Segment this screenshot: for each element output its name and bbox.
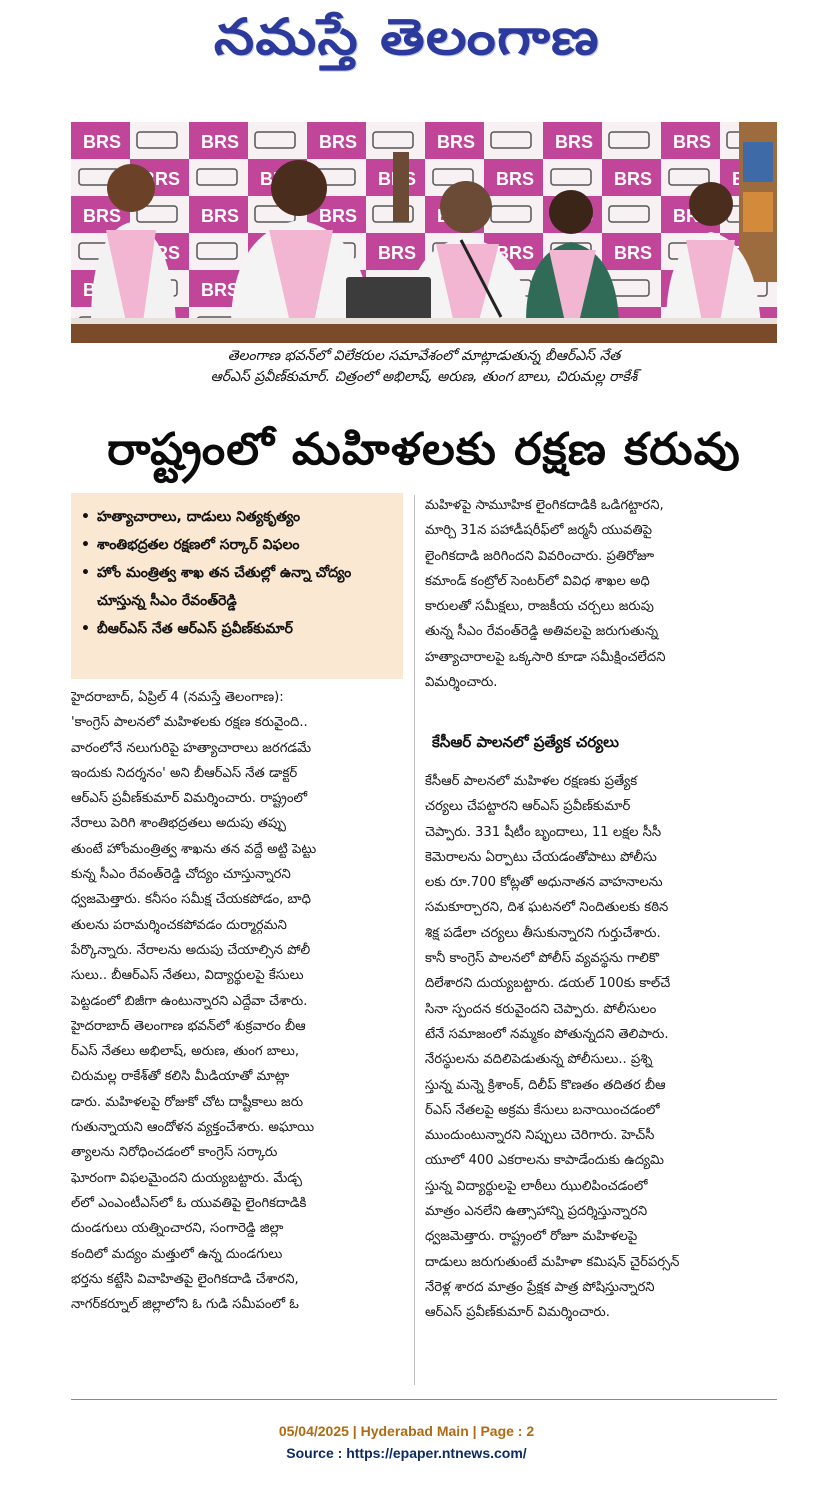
- article-text-line: ఘోరంగా విఫలమైందని దుయ్యబట్టారు. మేడ్చ: [71, 1170, 302, 1186]
- photo-caption: [71, 346, 777, 388]
- press-conference-photo: [71, 122, 777, 343]
- article-text-line: సమకూర్చారని, దిశ ఘటనలో నిందితులకు కఠిన: [425, 900, 669, 916]
- article-text-line: చెప్పారు. 331 షీటీం బృందాలు, 11 లక్షల సీసీ: [425, 824, 662, 840]
- article-text-line: టేనే సమాజంలో నమ్మకం పోతున్నదని తెలిపారు.: [425, 1026, 669, 1042]
- article-text-line: చర్యలు చేపట్టారని ఆర్‌ఎస్ ప్రవీణ్‌కుమార్: [425, 799, 631, 815]
- article-text-line: కందిలో మద్యం మత్తులో ఉన్న దుండగులు: [71, 1246, 283, 1262]
- article-text-line: డారు. మహిళలపై రోజుకో చోట దాష్టీకాలు జరు: [71, 1094, 304, 1110]
- caption-line-1: తెలంగాణ భవన్‌లో విలేకరుల సమావేశంలో మాట్లాడుతున్న బీఆర్‌ఎస్ నేత: [227, 348, 621, 364]
- highlights-box: [71, 493, 403, 679]
- article-text-line: స్తున్న విద్యార్థులపై లాఠీలు ఝులిపించడంలో: [425, 1178, 648, 1194]
- article-text-line: కున్న సీఎం రేవంత్‌రెడ్డి చోద్యం చూస్తున్నారని: [71, 867, 291, 883]
- article-text-line: ల్‌లో ఎంఎంటీఎస్‌లో ఓ యువతిపై లైంగికదాడికి: [71, 1195, 307, 1211]
- article-text-line: తులను పరామర్శించకపోవడం దుర్మార్గమని: [71, 917, 287, 933]
- article-text-line: నేరస్థులను వదిలిపెడుతున్న పోలీసులు.. ప్రశ్ని: [425, 1052, 653, 1068]
- article-text-line: కానీ కాంగ్రెస్ పాలనలో పోలీస్ వ్యవస్థను గాలికొ: [425, 951, 660, 967]
- article-text-line: తున్న సీఎం రేవంత్‌రెడ్డి అతివలపై జరుగుతున్న: [425, 624, 659, 640]
- article-text-line: సులు.. బీఆర్‌ఎస్ నేతలు, విద్యార్థులపై కేసులు: [71, 968, 304, 984]
- bullet-icon: •: [81, 565, 90, 581]
- article-text-line: విమర్శించారు.: [425, 675, 498, 691]
- highlight-item: • శాంతిభద్రతల రక్షణలో సర్కార్ విఫలం: [81, 531, 395, 559]
- article-text-line: ముందుంటున్నారని నిప్పులు చెరిగారు. హెచ్‌సీ: [425, 1128, 655, 1144]
- article-text-line: భర్తను కట్టేసి వివాహితపై లైంగికదాడి చేశారని,: [71, 1271, 299, 1287]
- article-text-line: త్యాలను నిరోధించడంలో కాంగ్రెస్ సర్కారు: [71, 1145, 278, 1161]
- bullet-icon: •: [81, 621, 90, 637]
- article-text-line: నేరాలు పెరిగి శాంతిభద్రతలు అదుపు తప్పు: [71, 816, 286, 832]
- article-text-line: దుండగులు యత్నించారని, సంగారెడ్డి జిల్లా: [71, 1221, 284, 1237]
- edition-info: 05/04/2025 | Hyderabad Main | Page : 2: [278, 1423, 535, 1439]
- article-text-line: ర్‌ఎస్ నేతలపై అక్రమ కేసులు బనాయించడంలో: [425, 1102, 660, 1118]
- footer-divider: [71, 1399, 777, 1400]
- article-text-line: యూలో 400 ఎకరాలను కాపాడేందుకు ఉద్యమి: [425, 1153, 664, 1169]
- article-text-line: లకు రూ.700 కోట్లతో అధునాతన వాహనాలను: [425, 875, 663, 891]
- article-text-line: మార్చి 31న పహాడీషరీఫ్‌లో జర్మనీ యువతిపై: [425, 523, 653, 539]
- article-text-line: పేర్కొన్నారు. నేరాలను అదుపు చేయాల్సిన పోలీ: [71, 942, 311, 958]
- article-text-line: లైంగికదాడి జరిగిందని వివరించారు. ప్రతిరోజూ: [425, 548, 655, 564]
- photo-illustration: [71, 122, 777, 343]
- newspaper-title: నమస్తే తెలంగాణ: [213, 8, 600, 66]
- column-divider: [414, 495, 415, 1385]
- article-text-line: హత్యాచారాలపై ఒక్కసారి కూడా సమీక్షించలేదని: [425, 649, 666, 665]
- article-text-line: హైదరాబాద్, ఏప్రిల్ 4 (నమస్తే తెలంగాణ):: [71, 690, 284, 705]
- article-right-column-bottom: [425, 769, 778, 1326]
- article-text-line: ర్‌ఎస్ నేతలు అభిలాష్, అరుణ, తుంగ బాలు,: [71, 1044, 300, 1060]
- article-text-line: మాత్రం ఎనలేని ఉత్సాహాన్ని ప్రదర్శిస్తున్నారని: [425, 1204, 648, 1220]
- article-text-line: వారంలోనే నలుగురిపై హత్యాచారాలు జరగడమే: [71, 740, 312, 756]
- article-text-line: ధ్వజమెత్తారు. కనీసం సమీక్ష చేయకపోడం, బాధి: [71, 892, 311, 908]
- article-text-line: ఇందుకు నిదర్శనం' అని బీఆర్‌ఎస్ నేత డాక్టర్: [71, 765, 298, 781]
- article-text-line: దిలేశారని దుయ్యబట్టారు. డయల్ 100కు కాల్‌చే: [425, 976, 671, 992]
- article-text-line: నేరెళ్ల శారద మాత్రం ప్రేక్షక పాత్ర పోషిస్తున్నారని: [425, 1279, 655, 1295]
- article-text-line: చిరుమల్ల రాకేశ్‌తో కలిసి మీడియాతో మాట్లా: [71, 1069, 290, 1085]
- bullet-icon: •: [81, 509, 90, 525]
- article-text-line: 'కాంగ్రెస్ పాలనలో మహిళలకు రక్షణ కరువైంది..: [71, 715, 308, 731]
- article-text-line: కమాండ్ కంట్రోల్ సెంటర్‌లో వివిధ శాఖల అధి: [425, 573, 650, 589]
- masthead: [0, 0, 813, 80]
- highlight-item: • హోం మంత్రిత్వ శాఖ తన చేతుల్లో ఉన్నా చోద్యం చూస్తున్న సీఎం రేవంత్‌రెడ్డి: [81, 559, 395, 615]
- article-right-column-top: [425, 493, 778, 695]
- page-footer: [0, 1420, 813, 1464]
- caption-line-2: ఆర్‌ఎస్ ప్రవీణ్‌కుమార్. చిత్రంలో అభిలాష్, అరుణ, తుంగ బాలు, చిరుమల్ల రాకేశ్: [210, 369, 638, 385]
- highlight-item: • హత్యాచారాలు, దాడులు నిత్యకృత్యం: [81, 503, 395, 531]
- article-text-line: స్తున్న మన్నె క్రిశాంక్, దిలీప్ కొణతం తదితర బీఆ: [425, 1077, 666, 1093]
- article-text-line: నాగర్‌కర్నూల్ జిల్లాలోని ఓ గుడి సమీపంలో ఓ: [71, 1297, 299, 1313]
- article-text-line: కారులతో సమీక్షలు, రాజకీయ చర్చలు జరుపు: [425, 599, 654, 615]
- article-text-line: కేసీఆర్ పాలనలో మహిళల రక్షణకు ప్రత్యేక: [425, 774, 638, 789]
- article-text-line: ఆర్‌ఎస్ ప్రవీణ్‌కుమార్ విమర్శించారు. రాష్ట్రంలో: [71, 791, 308, 807]
- source-link[interactable]: Source : https://epaper.ntnews.com/: [286, 1445, 527, 1461]
- article-text-line: సినా స్పందన కరువైందని చెప్పారు. పోలీసులం: [425, 1001, 657, 1017]
- article-text-line: తుంటే హోంమంత్రిత్వ శాఖను తన వద్దే అట్టి పెట్టు: [71, 841, 317, 857]
- article-text-line: కెమెరాలను ఏర్పాటు చేయడంతోపాటు పోలీసు: [425, 849, 657, 865]
- article-text-line: పెట్టడంలో బిజీగా ఉంటున్నారని ఎద్దేవా చేశారు.: [71, 993, 308, 1009]
- article-text-line: మహిళపై సామూహిక లైంగికదాడికి ఒడిగట్టారని,: [425, 498, 664, 513]
- article-headline: రాష్ట్రంలో మహిళలకు రక్షణ కరువు: [107, 424, 741, 475]
- highlight-item: • బీఆర్‌ఎస్ నేత ఆర్‌ఎస్ ప్రవీణ్‌కుమార్: [81, 615, 395, 643]
- article-text-line: దాడులు జరుగుతుంటే మహిళా కమిషన్ చైర్‌పర్సన్: [425, 1254, 680, 1270]
- article-text-line: ఆర్‌ఎస్ ప్రవీణ్‌కుమార్ విమర్శించారు.: [425, 1305, 610, 1321]
- article-text-line: గుతున్నాయని ఆందోళన వ్యక్తంచేశారు. అఘాయి: [71, 1120, 315, 1136]
- article-left-column: [71, 685, 406, 1317]
- article-text-line: హైదరాబాద్ తెలంగాణ భవన్‌లో శుక్రవారం బీఆ: [71, 1018, 306, 1034]
- article-subheading: కేసీఆర్ పాలనలో ప్రత్యేక చర్యలు: [432, 733, 619, 751]
- bullet-icon: •: [81, 537, 90, 553]
- article-text-line: ధ్వజమెత్తారు. రాష్ట్రంలో రోజూ మహిళలపై: [425, 1229, 638, 1245]
- article-text-line: శిక్ష పడేలా చర్యలు తీసుకున్నారని గుర్తుచేశారు.: [425, 925, 661, 941]
